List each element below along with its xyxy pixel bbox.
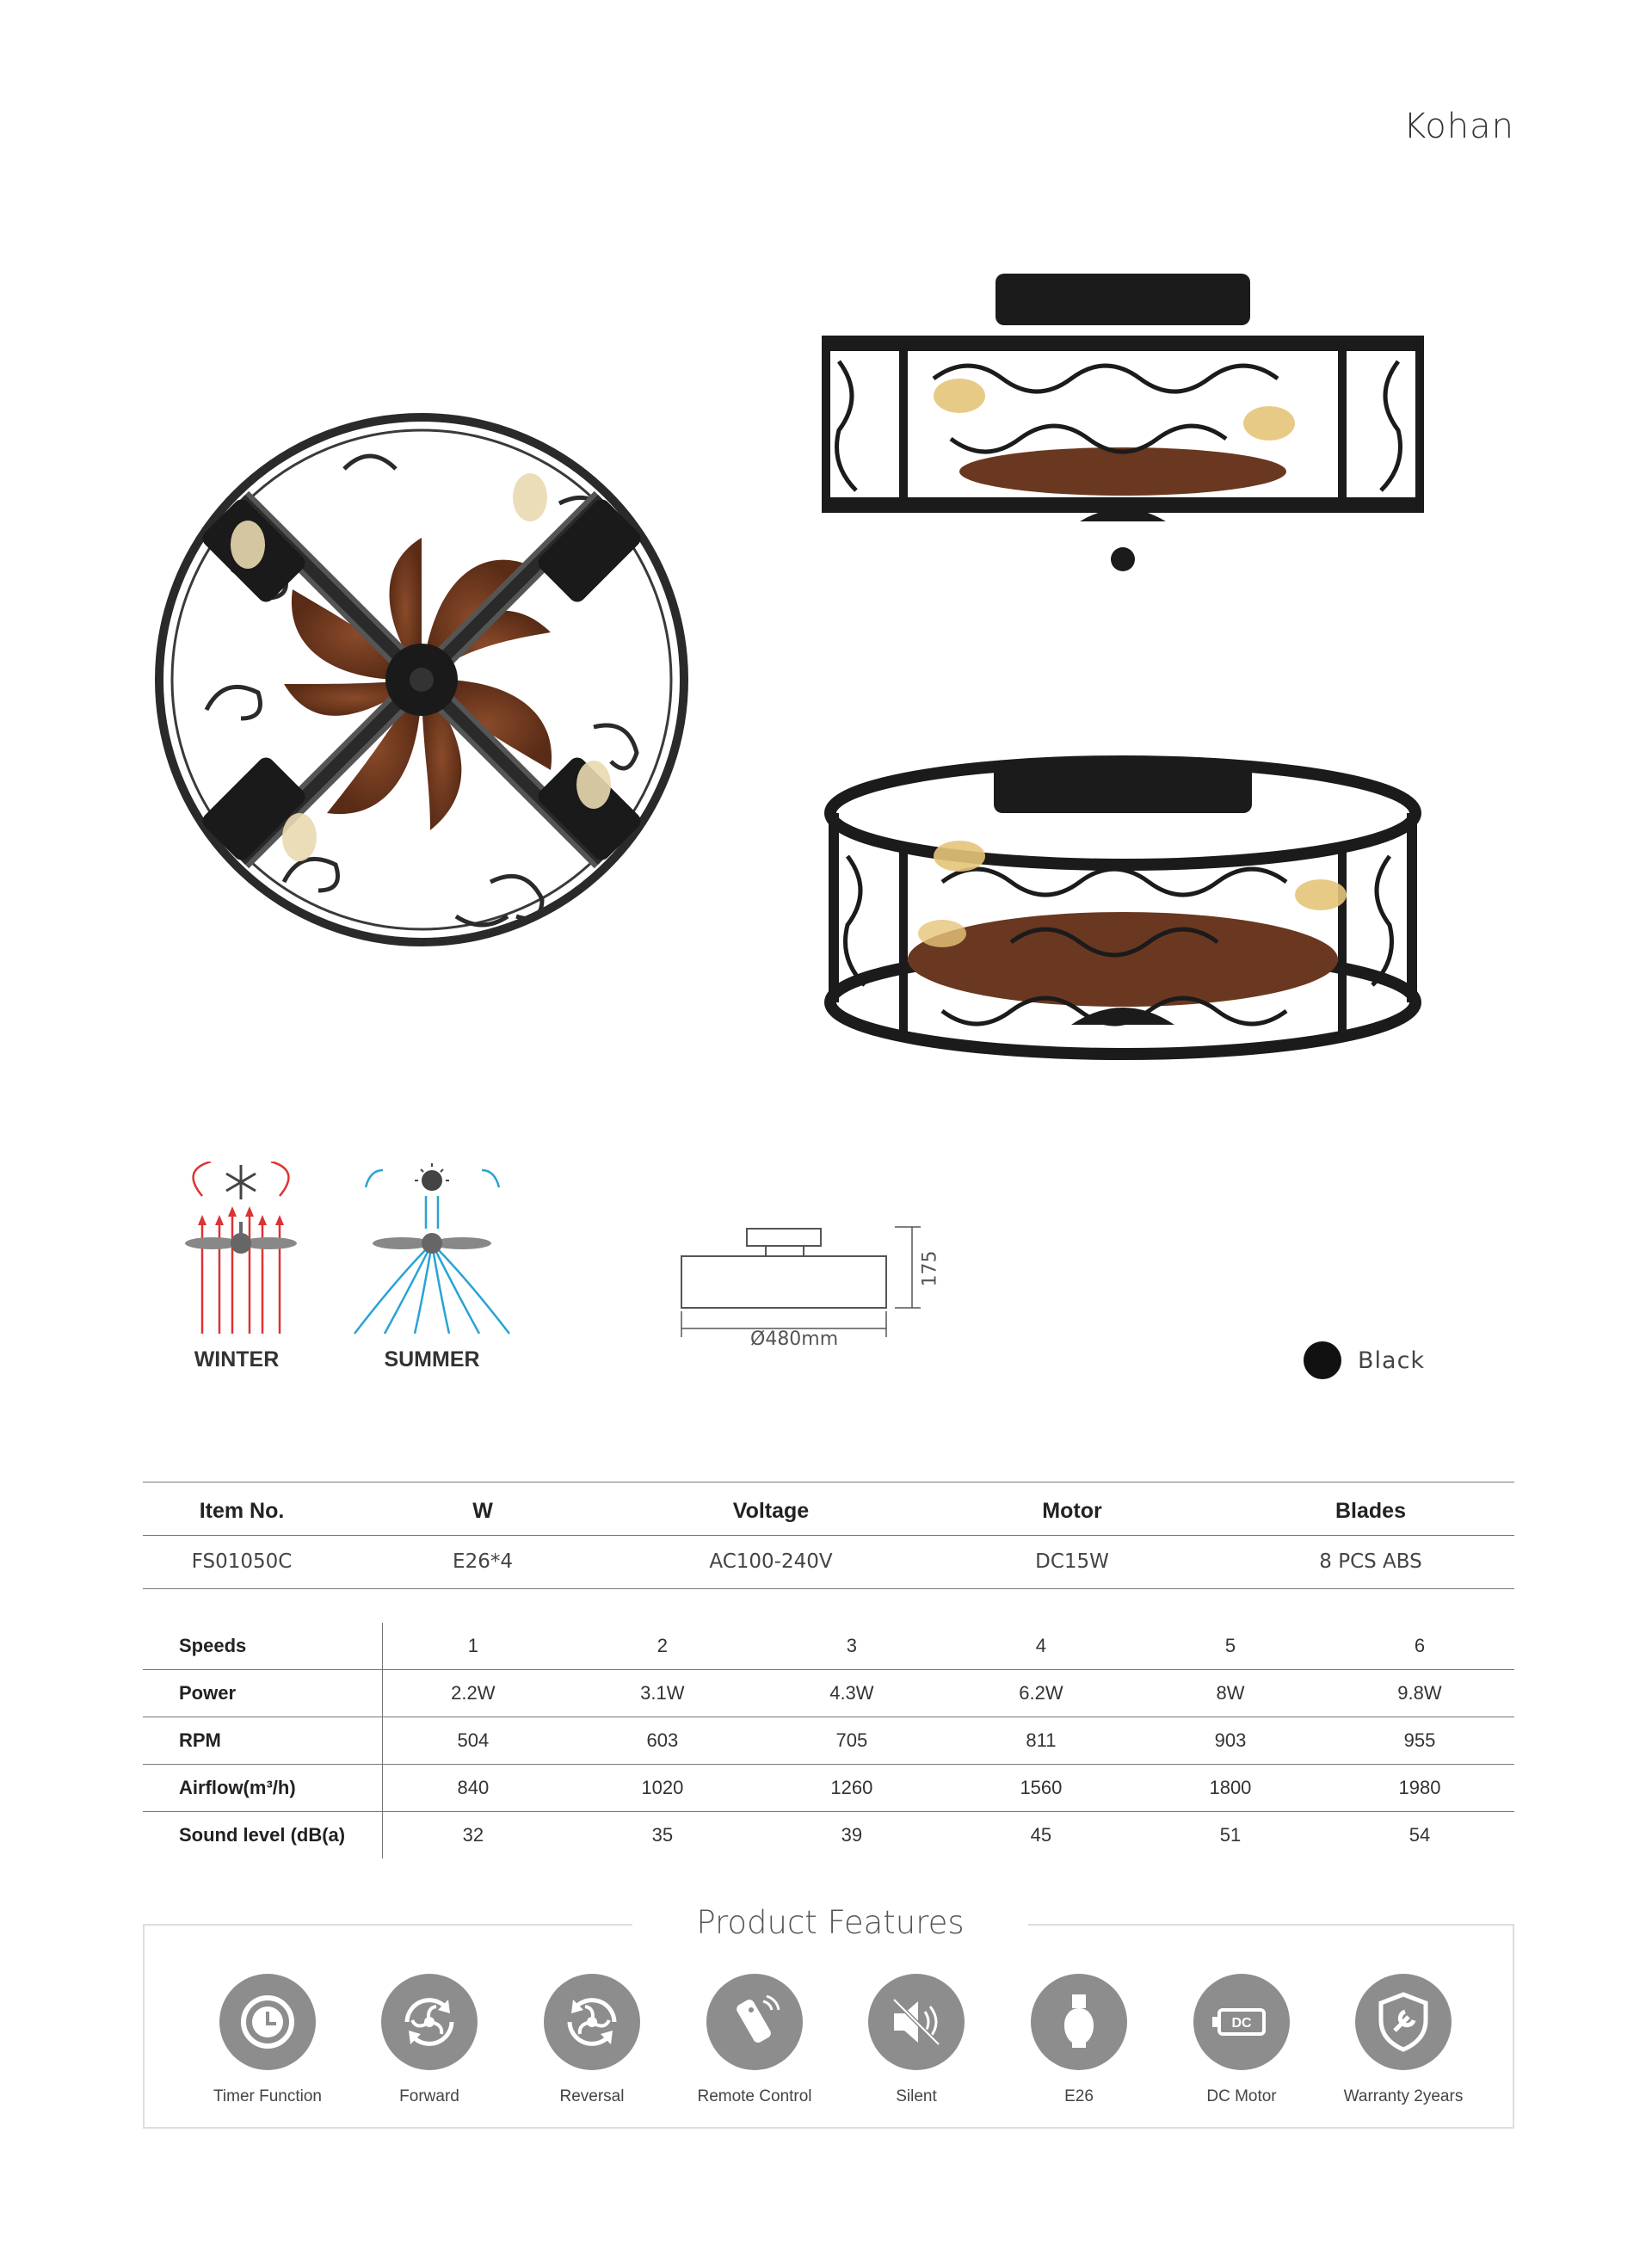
table-row xyxy=(143,1765,1514,1811)
row-label-airflow: Airflow(m³/h) xyxy=(179,1777,296,1798)
table-cell: 504 xyxy=(457,1729,490,1751)
spec-header-item-no: Item No. xyxy=(199,1499,285,1523)
timer-icon xyxy=(219,1974,316,2070)
feature-label: Warranty 2years xyxy=(1343,2087,1464,2105)
row-label-sound-level: Sound level (dB(a) xyxy=(179,1824,346,1846)
table-row xyxy=(143,1717,1514,1764)
product-image-top-view xyxy=(146,400,697,959)
table-row xyxy=(143,1670,1514,1717)
feature-label: Silent xyxy=(896,2087,937,2105)
table-cell: 840 xyxy=(457,1777,490,1798)
spec-value-blades: 8 PCS ABS xyxy=(1319,1550,1422,1573)
dimension-height: 175 xyxy=(919,1250,941,1287)
spec-value-voltage: AC100-240V xyxy=(709,1550,833,1573)
feature-e26 xyxy=(997,1974,1161,2106)
table-cell: 4.3W xyxy=(829,1682,874,1704)
table-cell: 54 xyxy=(1409,1824,1431,1846)
table-cell: 3 xyxy=(846,1635,858,1656)
table-cell: 9.8W xyxy=(1397,1682,1442,1704)
table-cell: 32 xyxy=(462,1824,484,1846)
mode-label-winter: WINTER xyxy=(194,1347,280,1371)
feature-label: Remote Control xyxy=(697,2087,812,2105)
dc-motor-icon xyxy=(1193,1974,1290,2070)
remote-control-icon xyxy=(706,1974,803,2070)
row-label-rpm: RPM xyxy=(179,1729,221,1751)
spec-header-w: W xyxy=(472,1499,493,1523)
table-cell: 45 xyxy=(1030,1824,1052,1846)
feature-warranty xyxy=(1322,1974,1485,2106)
feature-remote-control xyxy=(673,1974,836,2106)
table-cell: 4 xyxy=(1035,1635,1047,1656)
spec-header-row xyxy=(143,1499,1514,1524)
table-cell: 903 xyxy=(1214,1729,1247,1751)
table-cell: 1020 xyxy=(641,1777,684,1798)
table-cell: 5 xyxy=(1224,1635,1236,1656)
table-cell: 1980 xyxy=(1398,1777,1441,1798)
feature-forward xyxy=(348,1974,511,2106)
feature-label: Reversal xyxy=(559,2087,625,2105)
feature-reversal xyxy=(510,1974,674,2106)
table-cell: 705 xyxy=(835,1729,868,1751)
table-cell: 1800 xyxy=(1209,1777,1252,1798)
row-label-power: Power xyxy=(179,1682,237,1704)
table-cell: 35 xyxy=(651,1824,674,1846)
product-image-angled-view xyxy=(813,753,1433,1071)
sun-icon xyxy=(415,1163,449,1191)
summer-airflow-diagram xyxy=(348,1162,516,1338)
table-cell: 603 xyxy=(646,1729,679,1751)
feature-silent xyxy=(835,1974,998,2106)
table-cell: 6 xyxy=(1414,1635,1426,1656)
table-row xyxy=(143,1623,1514,1669)
product-image-side-view xyxy=(813,267,1433,576)
table-cell: 955 xyxy=(1403,1729,1436,1751)
table-cell: 51 xyxy=(1219,1824,1242,1846)
feature-label: Timer Function xyxy=(213,2087,322,2105)
color-label: Black xyxy=(1358,1347,1426,1374)
snowflake-icon xyxy=(226,1165,256,1199)
table-row xyxy=(143,1812,1514,1858)
table-cell: 2 xyxy=(656,1635,668,1656)
spec-header-motor: Motor xyxy=(1042,1499,1102,1523)
feature-label: E26 xyxy=(1064,2087,1094,2105)
color-swatch-black xyxy=(1304,1341,1341,1379)
spec-value-row xyxy=(143,1550,1514,1573)
table-cell: 6.2W xyxy=(1019,1682,1063,1704)
table-cell: 3.1W xyxy=(640,1682,685,1704)
features-title: Product Features xyxy=(632,1904,1028,1941)
spec-value-w: E26*4 xyxy=(453,1550,513,1573)
feature-label: DC Motor xyxy=(1206,2087,1277,2105)
table-cell: 811 xyxy=(1026,1729,1057,1751)
table-cell: 1260 xyxy=(830,1777,873,1798)
spec-value-motor: DC15W xyxy=(1035,1550,1109,1573)
silent-speaker-icon xyxy=(868,1974,965,2070)
spec-header-blades: Blades xyxy=(1335,1499,1406,1523)
spec-value-item-no: FS01050C xyxy=(191,1550,293,1573)
bulb-icon xyxy=(1031,1974,1127,2070)
feature-timer xyxy=(186,1974,349,2106)
svg-text:DC: DC xyxy=(1231,2016,1252,2031)
dimension-drawing xyxy=(680,1222,938,1342)
feature-dc-motor xyxy=(1160,1974,1323,2106)
feature-label: Forward xyxy=(399,2087,459,2105)
forward-fan-icon xyxy=(381,1974,478,2070)
reversal-fan-icon xyxy=(544,1974,640,2070)
dimension-diameter: Ø480mm xyxy=(750,1328,839,1350)
warranty-shield-icon xyxy=(1355,1974,1452,2070)
mode-label-summer: SUMMER xyxy=(384,1347,480,1371)
winter-airflow-diagram xyxy=(168,1162,314,1338)
row-label-speeds: Speeds xyxy=(179,1635,247,1656)
table-cell: 8W xyxy=(1216,1682,1245,1704)
spec-header-voltage: Voltage xyxy=(732,1499,810,1523)
table-cell: 1560 xyxy=(1020,1777,1063,1798)
table-cell: 1 xyxy=(467,1635,478,1656)
table-cell: 39 xyxy=(841,1824,863,1846)
product-name: Kohan xyxy=(1403,107,1514,146)
table-cell: 2.2W xyxy=(451,1682,496,1704)
